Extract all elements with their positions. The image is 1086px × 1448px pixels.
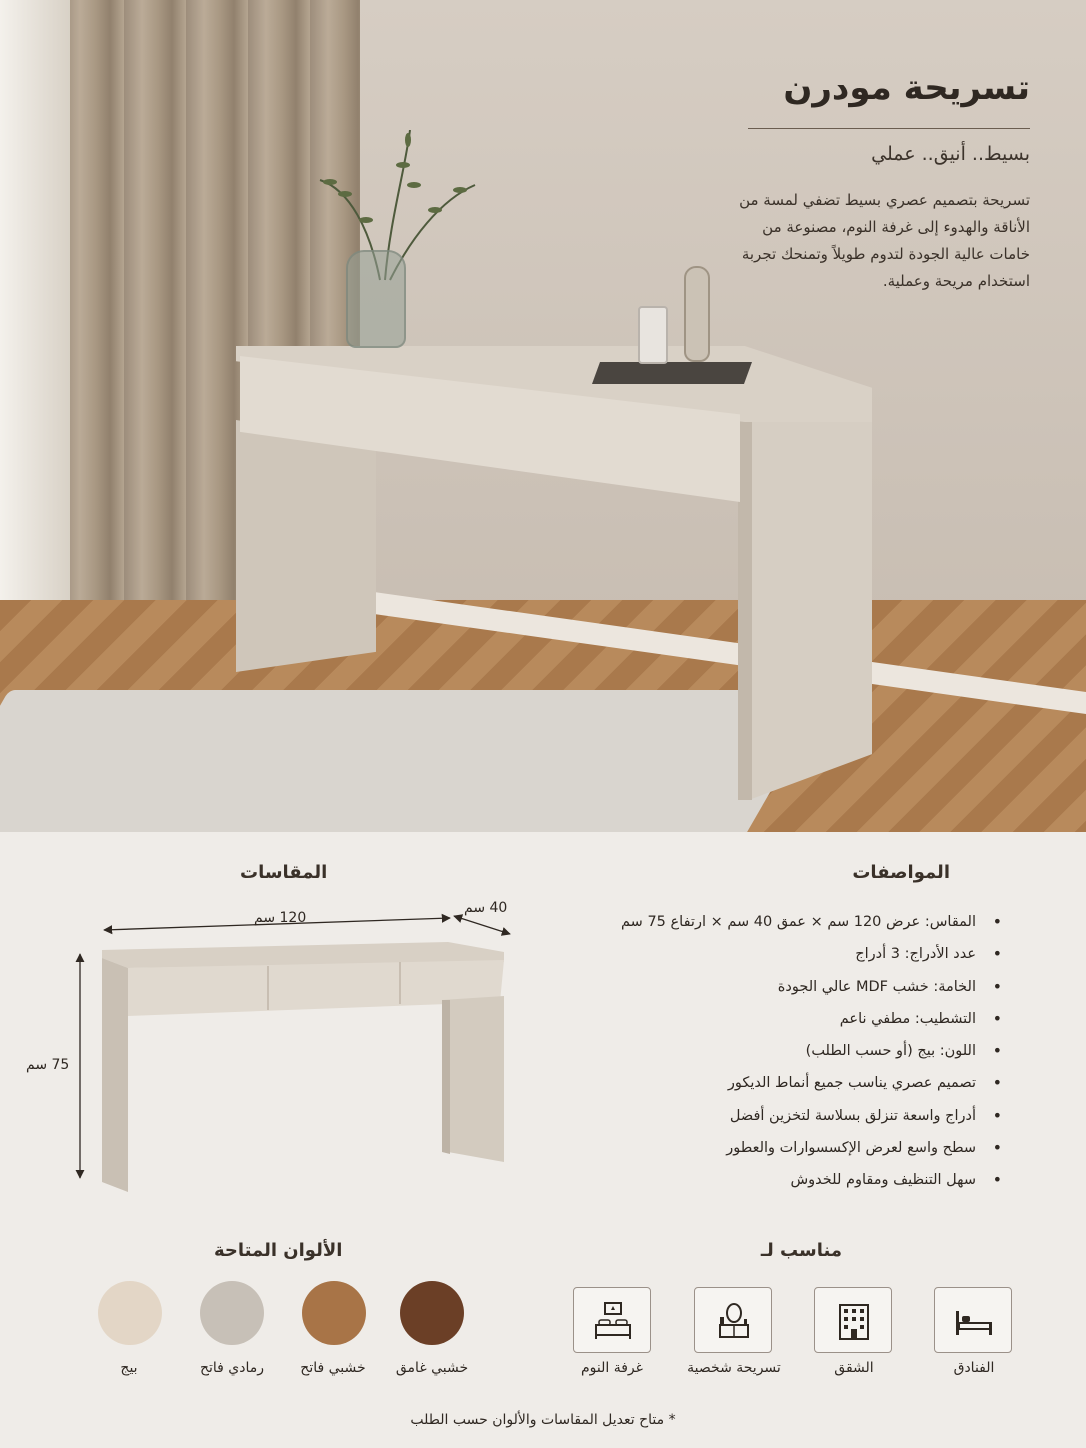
table-right-leg xyxy=(738,418,872,800)
bedroom-icon xyxy=(593,1301,633,1341)
bedroom-label: غرفة النوم xyxy=(581,1360,643,1376)
footnote: * متاح تعديل المقاسات والألوان حسب الطلب xyxy=(410,1412,676,1428)
spec-item: • تصميم عصري يناسب جميع أنماط الديكور xyxy=(582,1067,1002,1099)
bed-icon xyxy=(954,1301,994,1341)
specs-list xyxy=(582,906,1002,1197)
product-title: تسريحة مودرن xyxy=(783,68,1030,108)
vanity-icon xyxy=(714,1301,754,1341)
color-swatch-light-wood[interactable] xyxy=(302,1281,366,1345)
product-tagline: بسيط.. أنيق.. عملي xyxy=(871,143,1030,165)
colors-title: الألوان المتاحة xyxy=(214,1240,343,1261)
spec-item: • سهل التنظيف ومقاوم للخدوش xyxy=(582,1164,1002,1196)
color-swatch-light-grey[interactable] xyxy=(200,1281,264,1345)
dimensions-title: المقاسات xyxy=(240,862,328,883)
table-left-leg xyxy=(236,420,376,672)
specs-title: المواصفات xyxy=(852,862,950,883)
spec-item: • التشطيب: مطفي ناعم xyxy=(582,1003,1002,1035)
color-swatch-dark-wood[interactable] xyxy=(400,1281,464,1345)
color-label: بيج xyxy=(120,1360,138,1376)
depth-label: 40 سم xyxy=(464,900,508,916)
spec-item: • سطح واسع لعرض الإكسسوارات والعطور xyxy=(582,1132,1002,1164)
window-light xyxy=(0,0,70,700)
bedroom-card xyxy=(573,1287,651,1353)
spec-item: • اللون: بيج (أو حسب الطلب) xyxy=(582,1035,1002,1067)
rug xyxy=(0,690,829,832)
apartments-card xyxy=(814,1287,892,1353)
vanity-card xyxy=(694,1287,772,1353)
product-description: تسريحة بتصميم عصري بسيط تضفي لمسة من الأناقة والهدوء إلى غرفة النوم، مصنوعة من خامات عالية الجودة لتدوم طويلاً وتمنحك تجربة استخدام مريحة وعملية. xyxy=(739,191,1030,290)
apartments-label: الشقق xyxy=(834,1360,874,1376)
spec-item: • الخامة: خشب MDF عالي الجودة xyxy=(582,971,1002,1003)
hero-text xyxy=(730,68,1030,295)
hotels-card xyxy=(934,1287,1012,1353)
spec-item: • عدد الأدراج: 3 أدراج xyxy=(582,938,1002,970)
vanity-label: تسريحة شخصية xyxy=(687,1360,781,1376)
hotels-label: الفنادق xyxy=(953,1360,995,1376)
spec-item: • المقاس: عرض 120 سم × عمق 40 سم × ارتفاع 75 سم xyxy=(582,906,1002,938)
width-label: 120 سم xyxy=(254,910,307,926)
color-swatch-beige[interactable] xyxy=(98,1281,162,1345)
perfume-bottle xyxy=(638,306,668,364)
dimension-diagram xyxy=(70,900,530,1200)
building-icon xyxy=(834,1301,874,1341)
table-right-leg-edge xyxy=(738,418,752,800)
color-label: رمادي فاتح xyxy=(199,1360,265,1376)
books xyxy=(592,362,752,384)
suitable-title: مناسب لـ xyxy=(760,1240,842,1261)
spec-item: • أدراج واسعة تنزلق بسلاسة لتخزين أفضل xyxy=(582,1100,1002,1132)
color-label: خشبي فاتح xyxy=(300,1360,366,1376)
color-label: خشبي غامق xyxy=(395,1360,469,1376)
glass-vase xyxy=(346,250,406,348)
height-label: 75 سم xyxy=(26,1057,70,1073)
title-divider xyxy=(748,128,1030,129)
decor-bottle xyxy=(684,266,710,362)
